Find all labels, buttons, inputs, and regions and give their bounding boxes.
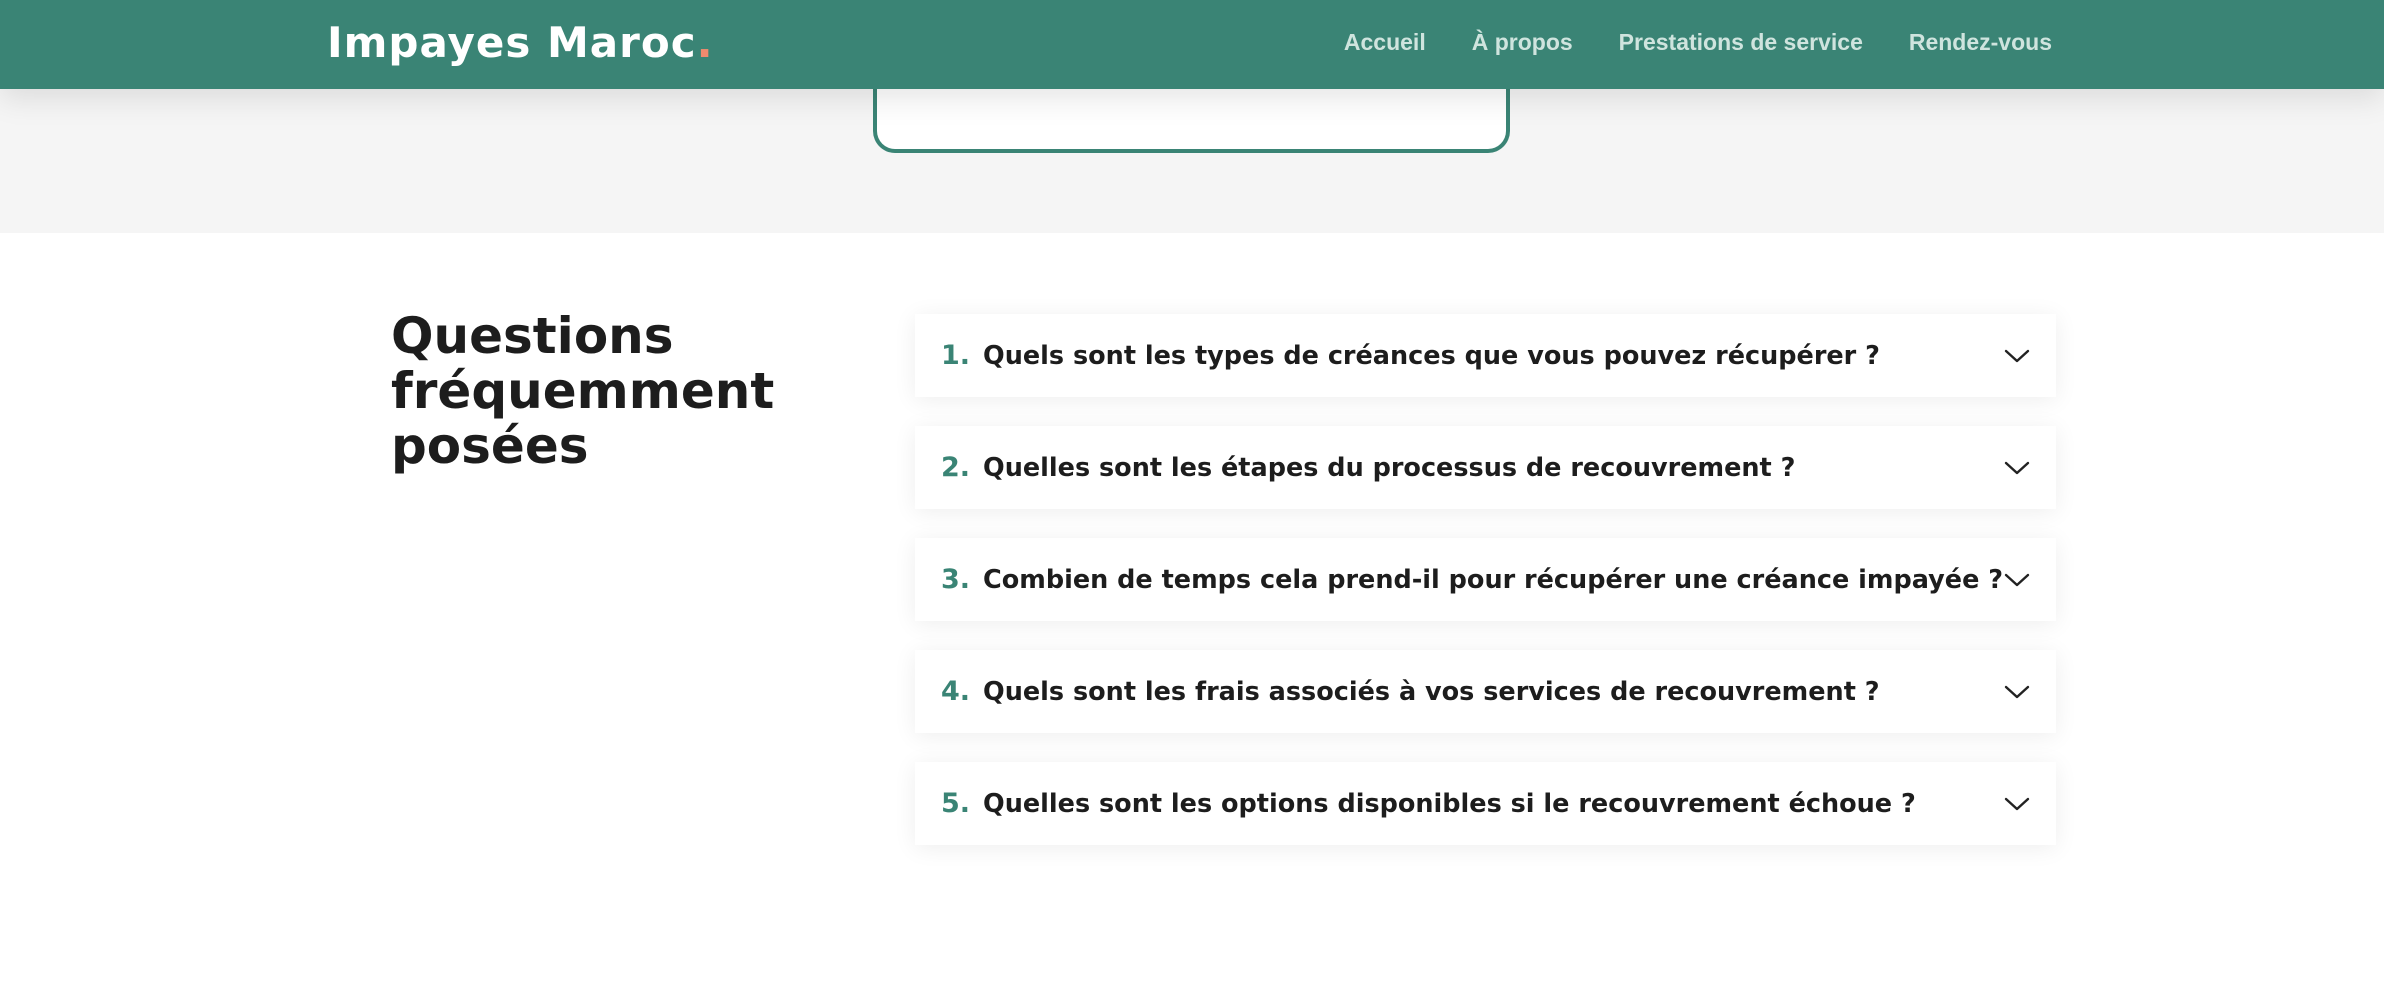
faq-question: Quelles sont les étapes du processus de recouvrement ? <box>983 452 1796 483</box>
chevron-down-icon[interactable] <box>2004 571 2030 589</box>
faq-item-3[interactable] <box>915 538 2056 621</box>
faq-item-2[interactable] <box>915 426 2056 509</box>
faq-number: 3. <box>941 564 971 595</box>
chevron-down-icon[interactable] <box>2004 459 2030 477</box>
nav-item-rendez-vous[interactable]: Rendez-vous <box>1908 28 2052 55</box>
nav-item-accueil[interactable]: Accueil <box>1343 28 1426 55</box>
faq-question: Combien de temps cela prend-il pour récupérer une créance impayée ? <box>983 564 2004 595</box>
faq-number: 1. <box>941 340 971 371</box>
brand-logo[interactable] <box>327 15 714 71</box>
chevron-down-icon[interactable] <box>2004 795 2030 813</box>
faq-question: Quels sont les types de créances que vous pouvez récupérer ? <box>983 340 1880 371</box>
faq-item-5[interactable] <box>915 762 2056 845</box>
brand-name: Impayes Maroc <box>327 18 697 67</box>
nav-item-prestations[interactable]: Prestations de service <box>1618 28 1863 55</box>
faq-number: 5. <box>941 788 971 819</box>
faq-number: 2. <box>941 452 971 483</box>
main-nav <box>1344 0 2052 84</box>
nav-item-a-propos[interactable]: À propos <box>1471 28 1573 55</box>
faq-item-1[interactable] <box>915 314 2056 397</box>
faq-list <box>915 314 2056 874</box>
chevron-down-icon[interactable] <box>2004 683 2030 701</box>
faq-question: Quelles sont les options disponibles si le recouvrement échoue ? <box>983 788 1916 819</box>
site-header <box>0 0 2384 89</box>
faq-title: Questions fréquemment posées <box>391 307 775 475</box>
faq-question: Quels sont les frais associés à vos services de recouvrement ? <box>983 676 1880 707</box>
brand-dot: . <box>696 18 714 67</box>
faq-item-4[interactable] <box>915 650 2056 733</box>
faq-number: 4. <box>941 676 971 707</box>
chevron-down-icon[interactable] <box>2004 347 2030 365</box>
